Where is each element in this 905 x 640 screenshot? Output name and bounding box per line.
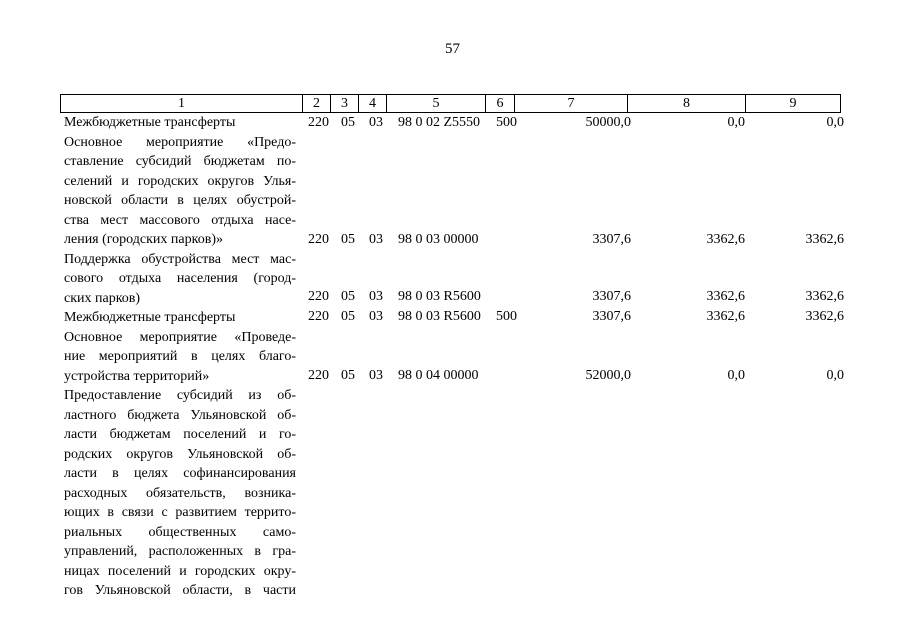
- column-header-7: 7: [515, 95, 628, 113]
- row-3-col-9: 3362,6: [805, 289, 844, 304]
- row-2-col-9: 3362,6: [805, 232, 844, 247]
- description-line: новской области в целях обустрой-: [64, 193, 296, 208]
- row-3-col-8: 3362,6: [706, 289, 745, 304]
- row-4-col-5: 98 0 03 R5600: [398, 309, 481, 324]
- description-line: Межбюджетные трансферты: [64, 310, 236, 325]
- row-1-col-4: 03: [369, 115, 383, 130]
- row-1-col-2: 220: [308, 115, 329, 130]
- description-line: ства мест массового отдыха насе-: [64, 212, 296, 228]
- row-5-col-3: 05: [341, 368, 355, 383]
- row-3-col-5: 98 0 03 R5600: [398, 289, 481, 304]
- description-line: ницах поселений и городских окру-: [64, 563, 296, 579]
- row-3-col-7: 3307,6: [592, 289, 631, 304]
- row-1-col-7: 50000,0: [585, 115, 631, 130]
- row-3-col-3: 05: [341, 289, 355, 304]
- column-header-9: 9: [746, 95, 841, 113]
- row-1-col-9: 0,0: [826, 115, 844, 130]
- row-2-col-8: 3362,6: [706, 232, 745, 247]
- description-line: ластного бюджета Ульяновской об-: [64, 407, 296, 423]
- row-3-col-2: 220: [308, 289, 329, 304]
- row-2-col-3: 05: [341, 232, 355, 247]
- description-line: сового отдыха населения (город-: [64, 271, 296, 286]
- description-line: Поддержка обустройства мест мас-: [64, 251, 296, 267]
- description-line: Основное мероприятие «Предо-: [64, 134, 296, 150]
- column-header-1: 1: [61, 95, 303, 113]
- row-4-col-8: 3362,6: [706, 309, 745, 324]
- row-2-col-2: 220: [308, 232, 329, 247]
- row-2-col-5: 98 0 03 00000: [398, 232, 479, 247]
- description-line: ласти бюджетам поселений и го-: [64, 427, 296, 442]
- row-4-col-3: 05: [341, 309, 355, 324]
- description-line: Предоставление субсидий из об-: [64, 388, 296, 403]
- column-header-6: 6: [486, 95, 515, 113]
- row-5-col-9: 0,0: [826, 368, 844, 383]
- column-header-8: 8: [628, 95, 746, 113]
- row-1-col-6: 500: [496, 115, 517, 130]
- description-line: устройства территорий»: [64, 368, 210, 384]
- description-line: Межбюджетные трансферты: [64, 115, 236, 130]
- row-4-col-2: 220: [308, 309, 329, 324]
- row-2-col-7: 3307,6: [592, 232, 631, 247]
- row-1-col-5: 98 0 02 Z5550: [398, 115, 481, 130]
- row-4-col-4: 03: [369, 309, 383, 324]
- row-3-col-4: 03: [369, 289, 383, 304]
- column-header-4: 4: [359, 95, 387, 113]
- row-1-col-8: 0,0: [727, 115, 745, 130]
- description-line: ние мероприятий в целях благо-: [64, 349, 296, 364]
- row-5-col-7: 52000,0: [585, 368, 631, 383]
- description-line: риальных общественных само-: [64, 524, 296, 540]
- row-5-col-8: 0,0: [727, 368, 745, 383]
- row-5-col-5: 98 0 04 00000: [398, 368, 479, 383]
- row-2-col-4: 03: [369, 232, 383, 247]
- row-5-col-4: 03: [369, 368, 383, 383]
- description-line: управлений, расположенных в гра-: [64, 544, 296, 559]
- description-line: гов Ульяновской области, в части: [64, 583, 296, 598]
- description-line: селений и городских округов Улья-: [64, 173, 296, 189]
- column-header-3: 3: [331, 95, 359, 113]
- column-header-5: 5: [387, 95, 486, 113]
- row-4-col-7: 3307,6: [592, 309, 631, 324]
- description-line: ления (городских парков)»: [64, 232, 223, 247]
- description-line: расходных обязательств, возника-: [64, 485, 296, 501]
- description-line: ласти в целях софинансирования: [64, 466, 296, 481]
- description-line: ских парков): [64, 290, 141, 306]
- row-4-col-9: 3362,6: [805, 309, 844, 324]
- description-line: родских округов Ульяновской об-: [64, 446, 296, 462]
- description-line: Основное мероприятие «Проведе-: [64, 329, 296, 345]
- row-4-col-6: 500: [496, 309, 517, 324]
- row-1-col-3: 05: [341, 115, 355, 130]
- row-5-col-2: 220: [308, 368, 329, 383]
- description-line: ставление субсидий бюджетам по-: [64, 154, 296, 169]
- description-line: ющих в связи с развитием террито-: [64, 505, 296, 520]
- page-number: 57: [445, 41, 460, 57]
- column-header-2: 2: [303, 95, 331, 113]
